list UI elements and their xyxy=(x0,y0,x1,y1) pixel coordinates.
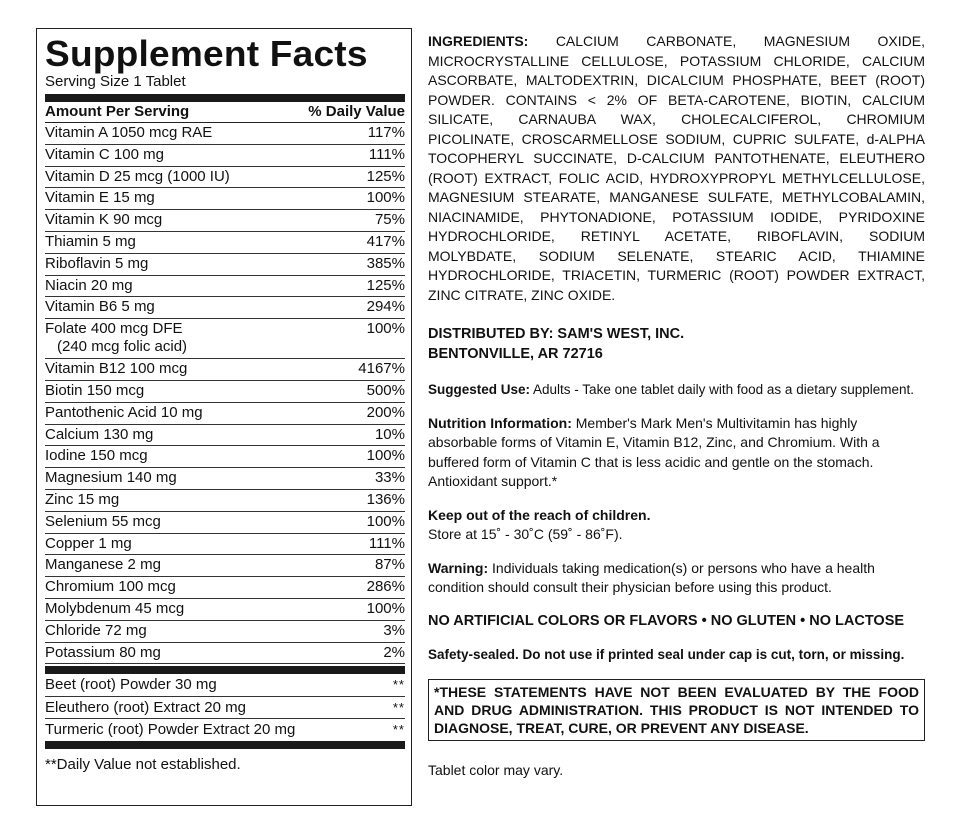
nutrient-daily-value: 125% xyxy=(366,276,405,294)
nutrient-name: Chloride 72 mg xyxy=(45,621,147,639)
nutrient-name-line: Folate 400 mcg DFE xyxy=(45,320,183,338)
nutrient-name: Biotin 150 mcg xyxy=(45,381,145,399)
distributor-line-1: DISTRIBUTED BY: SAM'S WEST, INC. xyxy=(428,326,685,342)
nutrient-row xyxy=(45,359,405,381)
fda-disclaimer: *THESE STATEMENTS HAVE NOT BEEN EVALUATED BY THE FOOD AND DRUG ADMINISTRATION. THIS PRODUCT IS NOT INTENDED TO DIAGNOSE, TREAT, CURE, OR PREVENT ANY DISEASE. xyxy=(428,679,925,741)
nutrient-list xyxy=(45,123,405,664)
nutrient-name: Vitamin B6 5 mg xyxy=(45,298,155,316)
nutrient-daily-value: 10% xyxy=(374,425,405,443)
keep-out-of-reach xyxy=(428,506,925,545)
nutrient-row xyxy=(45,232,405,254)
other-ingredient-row xyxy=(45,719,405,741)
distributor-line-2: BENTONVILLE, AR 72716 xyxy=(428,345,603,362)
other-ingredient-name: Eleuthero (root) Extract 20 mg xyxy=(45,698,246,716)
nutrient-daily-value: 100% xyxy=(366,447,405,465)
nutrient-name: Manganese 2 mg xyxy=(45,556,161,574)
other-ingredient-daily-value: ** xyxy=(392,677,405,693)
nutrient-daily-value: 200% xyxy=(366,403,405,421)
suggested-use-label: Suggested Use: xyxy=(428,382,531,397)
distributor xyxy=(428,325,925,364)
other-ingredient-row xyxy=(45,697,405,720)
nutrient-daily-value: 286% xyxy=(366,578,405,596)
nutrient-daily-value: 111% xyxy=(368,534,405,552)
nutrient-row xyxy=(45,621,405,643)
nutrient-name: Thiamin 5 mg xyxy=(45,232,136,250)
label-text-column xyxy=(428,32,925,780)
supplement-facts-panel xyxy=(36,28,412,806)
nutrient-row xyxy=(45,446,405,468)
nutrient-daily-value: 100% xyxy=(366,512,405,530)
nutrient-name: Iodine 150 mcg xyxy=(45,447,148,465)
serving-size: Serving Size 1 Tablet xyxy=(45,73,186,90)
suggested-use xyxy=(428,380,925,400)
nutrient-daily-value: 125% xyxy=(366,167,405,185)
nutrient-daily-value: 100% xyxy=(366,189,405,207)
nutrient-row xyxy=(45,490,405,512)
nutrient-sub-line: (240 mcg folic acid) xyxy=(57,338,188,356)
daily-value-footnote: **Daily Value not established. xyxy=(45,755,241,773)
nutrient-daily-value: 136% xyxy=(366,490,405,508)
nutrient-daily-value: 75% xyxy=(374,211,405,229)
warning-text: Individuals taking medication(s) or persons who have a health condition should consult their physician before using this product. xyxy=(428,559,875,595)
nutrient-name: Pantothenic Acid 10 mg xyxy=(45,403,203,421)
facts-title: Supplement Facts xyxy=(45,33,368,74)
nutrient-name: Vitamin D 25 mcg (1000 IU) xyxy=(45,167,230,185)
warning-label: Warning: xyxy=(428,559,489,576)
nutrient-daily-value: 87% xyxy=(374,556,405,574)
nutrient-daily-value: 2% xyxy=(383,643,405,661)
suggested-use-text: Adults - Take one tablet daily with food as a dietary supplement. xyxy=(530,382,915,397)
nutrient-name: Niacin 20 mg xyxy=(45,276,133,294)
thick-divider xyxy=(45,666,405,674)
nutrient-row xyxy=(45,403,405,425)
nutrient-row xyxy=(45,167,405,189)
keep-out-label: Keep out of the reach of children. xyxy=(428,506,651,523)
nutrient-name: Vitamin B12 100 mcg xyxy=(45,360,188,378)
nutrient-row xyxy=(45,210,405,232)
nutrient-daily-value: 417% xyxy=(366,232,405,250)
nutrient-daily-value: 100% xyxy=(366,599,405,617)
nutrient-name: Vitamin A 1050 mcg RAE xyxy=(45,124,213,141)
nutrient-daily-value: 117% xyxy=(367,124,405,141)
thick-divider xyxy=(45,94,405,102)
nutrient-daily-value: 385% xyxy=(366,254,405,272)
nutrient-row xyxy=(45,534,405,556)
other-ingredient-daily-value: ** xyxy=(392,722,405,738)
nutrient-name: Copper 1 mg xyxy=(45,534,132,552)
other-ingredient-row xyxy=(45,674,405,697)
ingredients-label: INGREDIENTS: xyxy=(428,33,529,49)
nutrient-row xyxy=(45,254,405,276)
nutrition-information-text: Member's Mark Men's Multivitamin has highly absorbable forms of Vitamin E, Vitamin B12, Zinc, and Chromium. With a buffered form of Vitamin C that is less acidic and gentle on the stomach. Antioxidant support.* xyxy=(428,414,880,489)
nutrient-name: Selenium 55 mcg xyxy=(45,512,161,530)
nutrient-row xyxy=(45,468,405,490)
nutrient-daily-value: 33% xyxy=(374,469,405,487)
nutrient-row xyxy=(45,276,405,298)
nutrient-row xyxy=(45,123,405,145)
nutrient-name: Potassium 80 mg xyxy=(45,643,161,661)
other-ingredient-list xyxy=(45,674,405,741)
nutrient-daily-value: 500% xyxy=(366,381,405,399)
warning xyxy=(428,559,925,598)
nutrient-name: Riboflavin 5 mg xyxy=(45,254,149,272)
ingredients-paragraph xyxy=(428,32,925,305)
column-header xyxy=(45,102,405,123)
nutrient-daily-value: 111% xyxy=(368,145,405,163)
nutrition-information xyxy=(428,414,925,492)
other-ingredient-daily-value: ** xyxy=(392,699,405,715)
no-artificial-statement: NO ARTIFICIAL COLORS OR FLAVORS • NO GLUTEN • NO LACTOSE xyxy=(428,612,905,629)
nutrient-name: Calcium 130 mg xyxy=(45,425,154,443)
ingredients-text: CALCIUM CARBONATE, MAGNESIUM OXIDE, MICROCRYSTALLINE CELLULOSE, POTASSIUM CHLORIDE, CALCIUM ASCORBATE, MALTODEXTRIN, DICALCIUM PHOSPHATE, BEET (ROOT) POWDER. CONTAINS < 2% OF BETA-CAROTENE, BIOTIN, CALCIUM SILICATE, CARNAUBA WAX, CHOLECALCIFEROL, CHROMIUM PICOLINATE, CROSCARMELLOSE SODIUM, CUPRIC SULFATE, d-ALPHA TOCOPHERYL SUCCINATE, D-CALCIUM PANTOTHENATE, ELEUTHERO (ROOT) EXTRACT, FOLIC ACID, HYDROXYPROPYL METHYLCELLULOSE, MAGNESIUM STEARATE, MANGANESE SULFATE, METHYLCOBALAMIN, NIACINAMIDE, PHYTONADIONE, POTASSIUM IODIDE, PYRIDOXINE HYDROCHLORIDE, RETINYL ACETATE, RIBOFLAVIN, SODIUM MOLYBDATE, SODIUM SELENATE, STEARIC ACID, THIAMINE HYDROCHLORIDE, TRIACETIN, TURMERIC (ROOT) POWDER EXTRACT, ZINC CITRATE, ZINC OXIDE. xyxy=(428,33,925,303)
other-ingredient-name: Beet (root) Powder 30 mg xyxy=(45,676,217,694)
nutrient-row xyxy=(45,188,405,210)
nutrient-row xyxy=(45,425,405,447)
nutrient-row xyxy=(45,555,405,577)
nutrient-name: Chromium 100 mcg xyxy=(45,578,176,596)
safety-sealed-statement: Safety-sealed. Do not use if printed seal under cap is cut, torn, or missing. xyxy=(428,647,905,662)
nutrient-row xyxy=(45,319,405,359)
nutrient-name: Zinc 15 mg xyxy=(45,490,120,508)
nutrient-row xyxy=(45,297,405,319)
nutrient-row xyxy=(45,643,405,665)
nutrient-name: Magnesium 140 mg xyxy=(45,469,177,487)
nutrient-row xyxy=(45,577,405,599)
nutrient-daily-value: 4167% xyxy=(358,360,405,378)
amount-per-serving-header: Amount Per Serving xyxy=(45,103,190,120)
nutrient-name: Molybdenum 45 mcg xyxy=(45,599,185,617)
daily-value-header: % Daily Value xyxy=(308,103,405,120)
nutrient-name xyxy=(45,320,187,356)
nutrient-name: Vitamin C 100 mg xyxy=(45,145,164,163)
nutrient-row xyxy=(45,599,405,621)
nutrient-row xyxy=(45,512,405,534)
nutrient-daily-value: 294% xyxy=(366,298,405,316)
nutrient-daily-value: 100% xyxy=(366,320,405,338)
nutrition-information-label: Nutrition Information: xyxy=(428,414,572,431)
tablet-color-note: Tablet color may vary. xyxy=(428,761,564,778)
nutrient-row xyxy=(45,145,405,167)
other-ingredient-name: Turmeric (root) Powder Extract 20 mg xyxy=(45,721,296,739)
nutrient-row xyxy=(45,381,405,403)
storage-text: Store at 15˚ - 30˚C (59˚ - 86˚F). xyxy=(428,526,623,542)
thick-divider xyxy=(45,741,405,749)
nutrient-daily-value: 3% xyxy=(383,621,405,639)
nutrient-name: Vitamin K 90 mcg xyxy=(45,211,163,229)
nutrient-name: Vitamin E 15 mg xyxy=(45,189,155,207)
